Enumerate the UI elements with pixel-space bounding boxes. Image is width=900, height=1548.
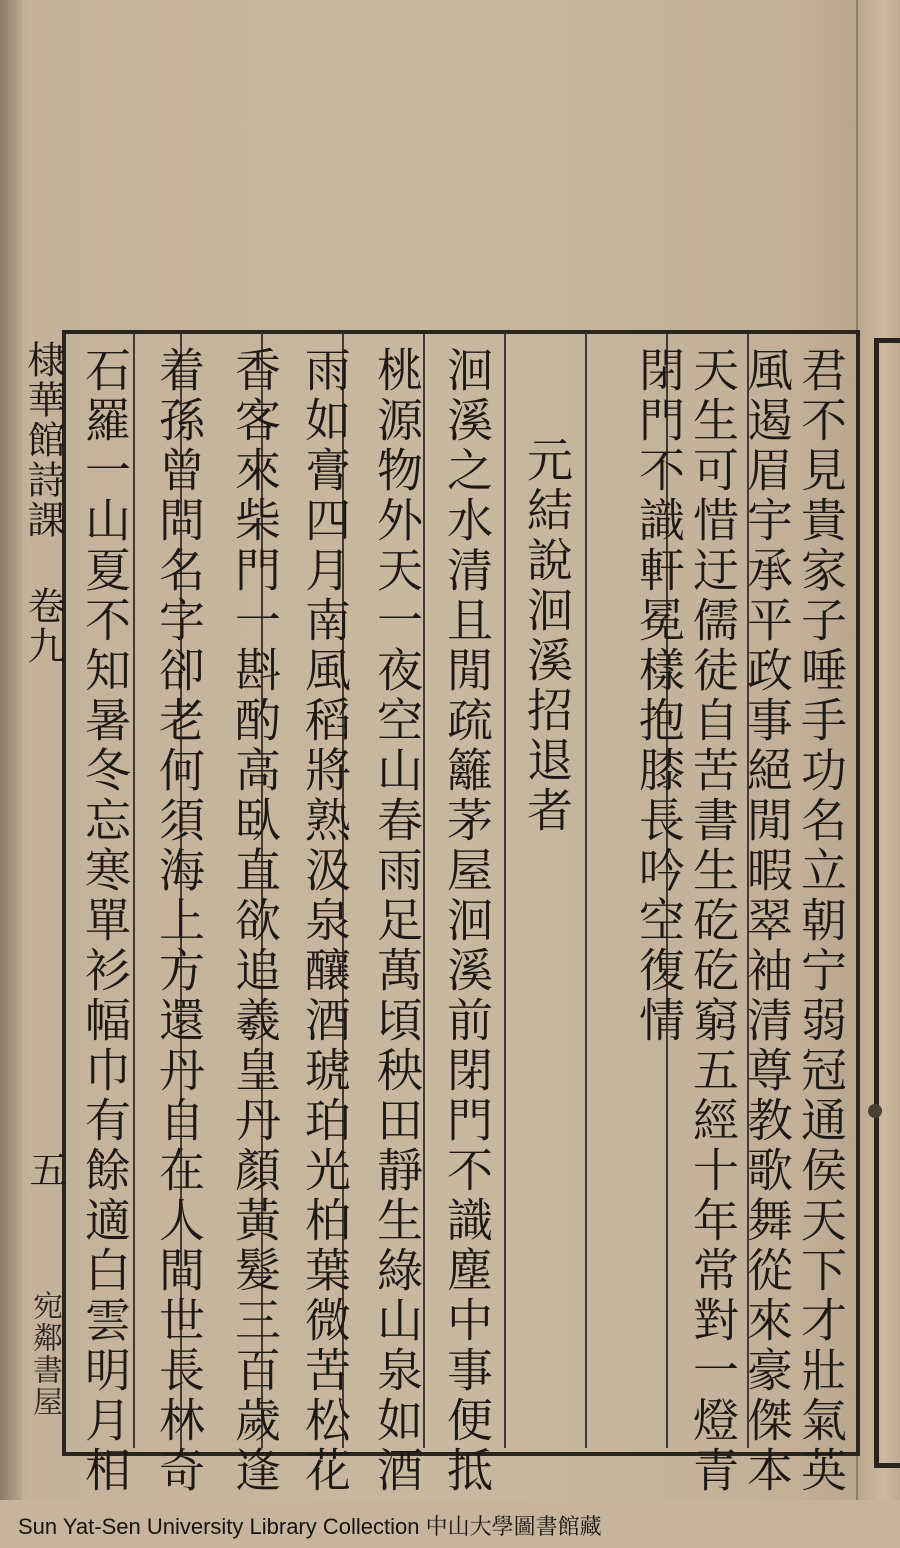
- column-rule: [504, 334, 506, 1448]
- text-column: 着孫曾問名字卻老何須海上方還丹自在人間世長林奇: [152, 346, 206, 1496]
- text-column: 桃源物外天一夜空山春雨足萬頃秧田靜生綠山泉如酒: [370, 346, 424, 1496]
- gutter-studio-name: 宛鄰書屋: [27, 1290, 62, 1418]
- text-column: 天生可惜迂儒徒自苦書生矻矻窮五經十年常對一燈青: [686, 346, 740, 1496]
- text-column: 香客來柴門一斟酌高臥直欲追羲皇丹顏黃髮三百歲逢: [228, 346, 282, 1496]
- text-column: 君不見貴家子唾手功名立朝宁弱冠通侯天下才壯氣英: [794, 346, 848, 1496]
- text-column: 閉門不識軒冕樣抱膝長吟空復情: [632, 346, 686, 1046]
- text-column: 雨如膏四月南風稻將熟汲泉釀酒琥珀光柏葉微苦松花: [298, 346, 352, 1496]
- gutter-page-number: 五: [23, 1150, 67, 1188]
- column-rule: [585, 334, 587, 1448]
- adjacent-page-frame: [874, 338, 900, 1468]
- text-column: 洄溪之水清且閒疏籬茅屋洄溪前閉門不識塵中事便抵: [440, 346, 494, 1496]
- gutter-book-title: 棣華館詩課 卷九: [21, 340, 65, 666]
- binding-hole: [868, 1104, 882, 1118]
- text-column: 石羅一山夏不知暑冬忘寒單衫幅巾有餘適白雲明月相: [78, 346, 132, 1496]
- poem-title-column: 元結說洄溪招退者: [520, 436, 574, 836]
- text-column: 風遏眉宇承平政事絕閒暇翠袖清尊教歌舞從來豪傑本: [740, 346, 794, 1496]
- library-caption: Sun Yat-Sen University Library Collection 中山大學圖書館藏: [18, 1514, 602, 1539]
